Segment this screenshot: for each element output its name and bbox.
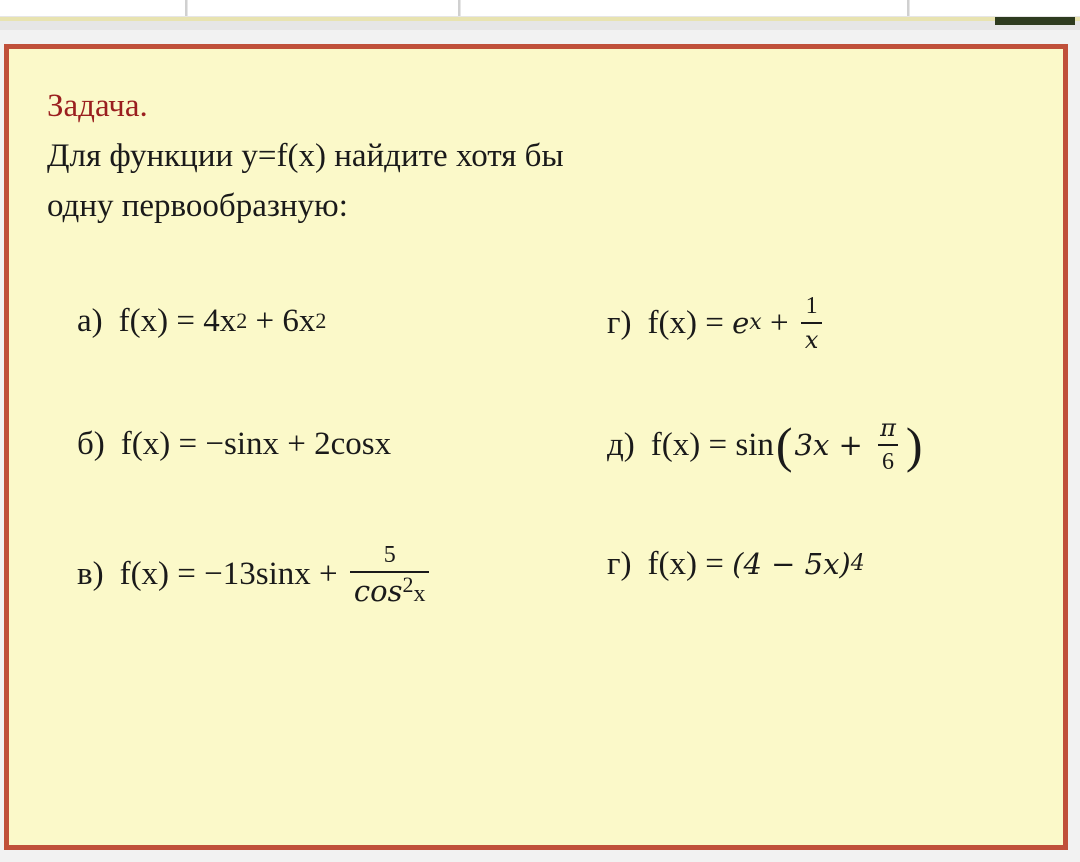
top-cell (461, 0, 909, 16)
fraction-numerator: 1 (805, 293, 818, 319)
top-accent-bar (995, 17, 1075, 25)
top-cell (0, 0, 187, 16)
equation-mid: + 6x (247, 302, 316, 339)
top-cell (188, 0, 460, 16)
equation-lhs: f(x) = (647, 304, 733, 341)
slide (4, 44, 1068, 850)
task-title: Задача. (47, 88, 148, 124)
right-paren: ) (905, 417, 923, 473)
fraction (801, 294, 823, 352)
equation-label: д) (607, 426, 635, 463)
exponent: 2 (402, 571, 414, 597)
equation-b (77, 414, 391, 474)
equation-label: г) (607, 545, 632, 582)
equation-lhs: f(x) = sin (650, 426, 774, 463)
top-cell (910, 0, 1080, 16)
plus-sign: + (761, 304, 797, 341)
equation-inner: 3x + (794, 428, 873, 462)
equation-label: а) (77, 302, 103, 339)
task-text-line1: Для функции y=f(x) найдите хотя бы (47, 138, 564, 174)
equation-lhs: f(x) = −13sinx + (119, 555, 346, 592)
denominator-func: cos (353, 573, 403, 608)
fraction-denominator (350, 571, 430, 606)
equation-g1: г) f(x) = e x + $\frac{1}{x}$ (607, 285, 826, 361)
equation-expr: f(x) = −sinx + 2cosx (120, 425, 392, 462)
top-strip (0, 0, 1080, 30)
equation-label: в) (77, 555, 104, 592)
fraction-denominator: x (801, 322, 823, 352)
fraction-numerator: 5 (383, 541, 396, 568)
equation-v (77, 536, 433, 612)
fraction-numerator: π (880, 414, 896, 442)
left-paren: ( (775, 417, 793, 473)
exp-base: e (732, 306, 750, 340)
fraction (350, 543, 430, 606)
top-divider (0, 17, 1080, 21)
equation-d (607, 407, 925, 483)
equation-inner: (4 − 5x) (732, 547, 851, 581)
equation-label: б) (77, 425, 105, 462)
equation-label: г) (607, 304, 632, 341)
equation-lhs: f(x) = 4x (118, 302, 237, 339)
fraction-denominator: 6 (878, 444, 898, 474)
equation-lhs: f(x) = (647, 545, 733, 582)
task-text-line2: одну первообразную: (47, 188, 348, 224)
equation-a: а) f(x) = 4x 2 + 6x 2 (77, 302, 327, 339)
denominator-var: x (413, 580, 426, 607)
equation-g2: г) f(x) = (4 − 5x) 4 (607, 545, 865, 582)
fraction (876, 416, 900, 474)
